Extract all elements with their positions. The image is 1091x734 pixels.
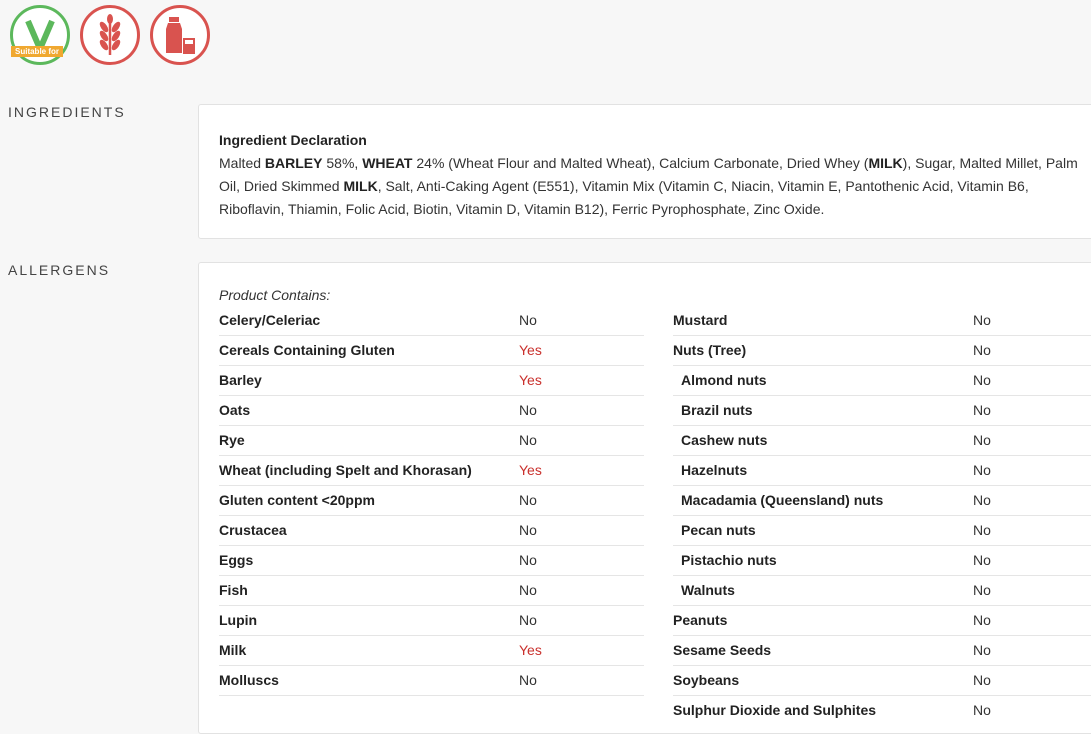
ingredient-declaration-text	[219, 152, 1091, 221]
allergen-name: Brazil nuts	[681, 402, 753, 418]
allergen-value: No	[519, 402, 537, 418]
allergen-value: No	[519, 612, 537, 628]
allergen-value: No	[973, 402, 991, 418]
allergen-name: Nuts (Tree)	[673, 342, 747, 358]
allergen-value: No	[973, 522, 991, 538]
allergen-row	[673, 366, 1091, 396]
ingredients-heading: INGREDIENTS	[8, 104, 126, 120]
allergen-row	[673, 546, 1091, 576]
product-contains-label: Product Contains:	[219, 287, 331, 303]
ingredient-text-part: 58%,	[322, 155, 363, 171]
allergen-highlight: MILK	[868, 155, 903, 171]
allergen-value: Yes	[519, 642, 542, 658]
allergen-row	[673, 396, 1091, 426]
allergen-row	[673, 666, 1091, 696]
allergen-value: No	[519, 552, 537, 568]
allergen-row	[673, 636, 1091, 666]
allergen-row	[219, 456, 644, 486]
allergen-name: Lupin	[219, 612, 258, 628]
allergen-name: Wheat (including Spelt and Khorasan)	[219, 462, 472, 478]
allergen-name: Soybeans	[673, 672, 740, 688]
allergen-row	[673, 306, 1091, 336]
allergen-name: Cereals Containing Gluten	[219, 342, 395, 358]
allergen-value: No	[519, 432, 537, 448]
allergen-row	[219, 396, 644, 426]
allergen-column-left	[219, 306, 644, 696]
milk-bottle-icon	[160, 13, 200, 57]
allergens-panel	[198, 262, 1091, 734]
allergen-value: No	[973, 312, 991, 328]
allergen-name: Milk	[219, 642, 247, 658]
allergen-name: Hazelnuts	[681, 462, 748, 478]
allergen-row	[673, 456, 1091, 486]
suitable-for-tag: Suitable for	[11, 46, 63, 57]
allergen-name: Sesame Seeds	[673, 642, 772, 658]
allergen-value: No	[519, 582, 537, 598]
ingredients-panel	[198, 104, 1091, 239]
allergen-value: No	[519, 492, 537, 508]
allergen-value: Yes	[519, 462, 542, 478]
ingredient-text-part: 24% (Wheat Flour and Malted Wheat), Calcium Carbonate, Dried Whey (	[412, 155, 869, 171]
allergen-row	[219, 336, 644, 366]
allergen-row	[673, 606, 1091, 636]
allergen-name: Macadamia (Queensland) nuts	[681, 492, 884, 508]
wheat-icon	[90, 13, 130, 57]
allergen-name: Barley	[219, 372, 262, 388]
allergen-highlight: BARLEY	[264, 155, 323, 171]
allergen-value: No	[973, 342, 991, 358]
allergen-name: Molluscs	[219, 672, 279, 688]
allergen-value: Yes	[519, 372, 542, 388]
ingredient-text-part: ), Sugar, Malted Millet, Palm Oil, Dried Skimmed	[219, 155, 1078, 194]
allergen-name: Pistachio nuts	[681, 552, 777, 568]
allergen-name: Celery/Celeriac	[219, 312, 321, 328]
ingredient-text-part: Malted	[219, 155, 265, 171]
allergen-name: Rye	[219, 432, 245, 448]
vegetarian-badge	[10, 5, 70, 65]
allergen-value: No	[973, 492, 991, 508]
allergen-row	[219, 516, 644, 546]
allergen-name: Sulphur Dioxide and Sulphites	[673, 702, 877, 718]
allergen-value: No	[973, 612, 991, 628]
allergen-name: Gluten content <20ppm	[219, 492, 375, 508]
allergen-row	[219, 306, 644, 336]
allergen-name: Crustacea	[219, 522, 287, 538]
allergen-name: Oats	[219, 402, 251, 418]
allergen-name: Mustard	[673, 312, 728, 328]
allergen-name: Eggs	[219, 552, 254, 568]
allergen-name: Almond nuts	[681, 372, 767, 388]
allergen-highlight: WHEAT	[362, 155, 413, 171]
allergen-value: No	[973, 702, 991, 718]
diet-badges	[10, 5, 210, 65]
allergen-row	[219, 666, 644, 696]
allergen-highlight: MILK	[343, 178, 378, 194]
allergen-row	[219, 426, 644, 456]
allergen-row	[219, 636, 644, 666]
allergen-value: Yes	[519, 342, 542, 358]
allergen-name: Cashew nuts	[681, 432, 768, 448]
allergen-row	[219, 546, 644, 576]
allergen-row	[219, 366, 644, 396]
gluten-badge	[80, 5, 140, 65]
allergen-row	[219, 606, 644, 636]
allergen-row	[673, 516, 1091, 546]
allergen-row	[673, 486, 1091, 516]
allergen-name: Pecan nuts	[681, 522, 756, 538]
allergen-value: No	[519, 312, 537, 328]
allergen-value: No	[973, 462, 991, 478]
allergen-row	[673, 576, 1091, 606]
allergen-column-right	[673, 306, 1091, 725]
allergen-row	[219, 576, 644, 606]
allergen-value: No	[519, 672, 537, 688]
allergen-name: Walnuts	[681, 582, 735, 598]
allergen-value: No	[519, 522, 537, 538]
allergen-row	[219, 486, 644, 516]
allergen-value: No	[973, 552, 991, 568]
allergen-value: No	[973, 432, 991, 448]
ingredient-text-part: , Salt, Anti-Caking Agent (E551), Vitamin Mix (Vitamin C, Niacin, Vitamin E, Pantothenic Acid, Vitamin B6, Riboflavin, Thiamin, Folic Acid, Biotin, Vitamin D, Vitamin B12), Ferric Pyrophosphate, Zinc Oxide.	[219, 178, 1029, 217]
allergen-name: Fish	[219, 582, 248, 598]
allergen-row	[673, 336, 1091, 366]
allergen-value: No	[973, 372, 991, 388]
allergen-name: Peanuts	[673, 612, 728, 628]
allergen-value: No	[973, 672, 991, 688]
allergen-row	[673, 426, 1091, 456]
milk-badge	[150, 5, 210, 65]
allergens-heading: ALLERGENS	[8, 262, 111, 278]
allergen-value: No	[973, 582, 991, 598]
ingredient-declaration-title: Ingredient Declaration	[219, 132, 367, 148]
allergen-value: No	[973, 642, 991, 658]
